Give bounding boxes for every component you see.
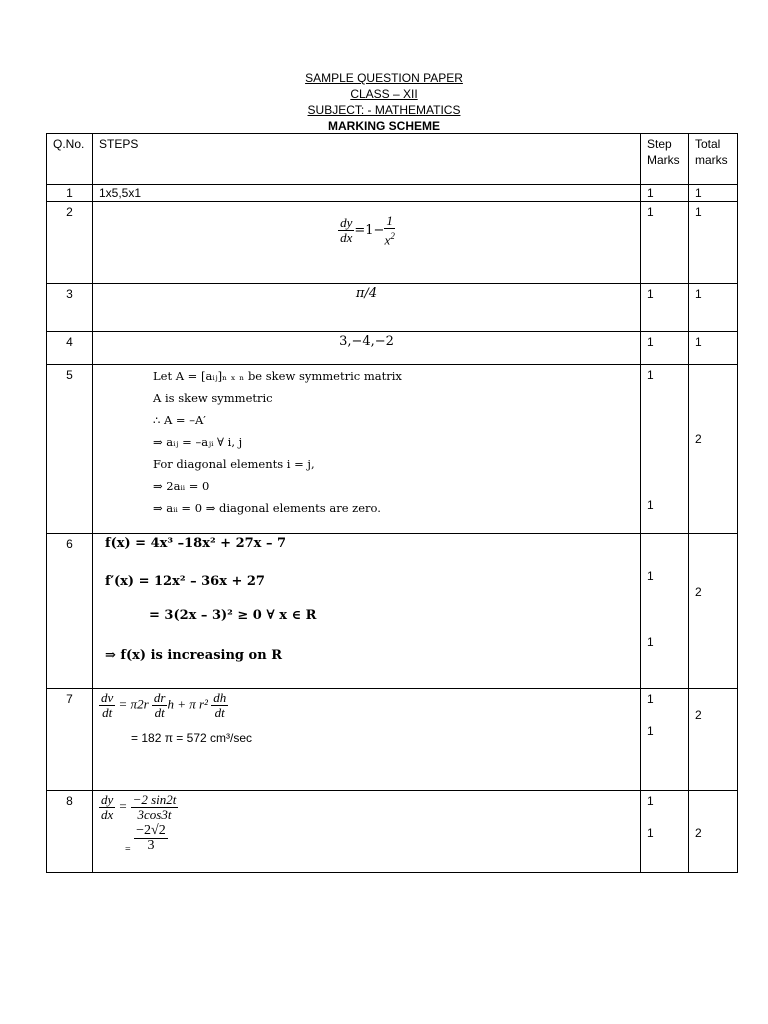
step-5-line-6: ⇒ 2aᵢᵢ = 0	[153, 479, 210, 493]
step-5-line-5: For diagonal elements i = j,	[153, 457, 315, 471]
equals-8a: =	[118, 798, 128, 814]
step-mark-7b: 1	[647, 724, 654, 738]
step-marks-8-wrap	[647, 793, 682, 865]
equation-3: π/4	[355, 286, 378, 301]
total-mark-8: 2	[695, 826, 702, 840]
equation-2	[99, 214, 634, 247]
step-mark-7a: 1	[647, 692, 654, 706]
one-numerator: 1	[386, 213, 393, 228]
table-row	[47, 284, 738, 332]
total-marks-7	[689, 689, 738, 791]
steps-1: 1x5,5x1	[93, 185, 641, 202]
step-marks-7	[641, 689, 689, 791]
header-step-marks: Step Marks	[641, 134, 689, 185]
steps-7	[93, 689, 641, 791]
steps-6	[93, 534, 641, 689]
total-marks-2: 1	[689, 202, 738, 284]
qno-8: 8	[47, 791, 93, 873]
step-marks-3: 1	[641, 284, 689, 332]
step-5-line-1: Let A = [aᵢⱼ]ₙ ₓ ₙ be skew symmetric matrix	[153, 369, 402, 383]
total-marks-4: 1	[689, 332, 738, 365]
header-total-marks: Total marks	[689, 134, 738, 185]
step-6-line-1: f(x) = 4x³ –18x² + 27x – 7	[105, 536, 287, 551]
step-mark-6b: 1	[647, 635, 654, 649]
total-marks-3: 1	[689, 284, 738, 332]
step-marks-5	[641, 365, 689, 534]
denominator-8a: 3cos3t	[137, 807, 172, 822]
step-6-line-3: = 3(2x – 3)² ≥ 0 ∀ x ∈ R	[149, 608, 317, 623]
qno-5: 5	[47, 365, 93, 534]
dt-denominator-1: dt	[102, 705, 113, 720]
table-header-row	[47, 134, 738, 185]
table-row	[47, 534, 738, 689]
paper-title: SAMPLE QUESTION PAPER	[305, 71, 463, 85]
steps-8	[93, 791, 641, 873]
dy-numerator: dy	[340, 215, 353, 231]
step-5-line-2: A is skew symmetric	[153, 391, 273, 405]
total-marks-1: 1	[689, 185, 738, 202]
step-mark-8b: 1	[647, 826, 654, 840]
step-mark-8a: 1	[647, 794, 654, 808]
step-mark-6a: 1	[647, 569, 654, 583]
table-row	[47, 791, 738, 873]
qno-3: 3	[47, 284, 93, 332]
step-marks-7-wrap	[647, 691, 682, 781]
total-mark-7: 2	[695, 708, 702, 722]
step-mark-5a: 1	[647, 368, 654, 382]
step-mark-5b: 1	[647, 498, 654, 512]
step-marks-2: 1	[641, 202, 689, 284]
step-5-line-4: ⇒ aᵢⱼ = –aⱼᵢ ∀ i, j	[153, 435, 243, 449]
qno-4: 4	[47, 332, 93, 365]
step-5-line-7: ⇒ aᵢᵢ = 0 ⇒ diagonal elements are zero.	[153, 501, 381, 515]
step-marks-6	[641, 534, 689, 689]
x-exponent: 2	[390, 231, 395, 241]
header-steps: STEPS	[93, 134, 641, 185]
equation-7	[99, 691, 634, 720]
marking-scheme-heading: MARKING SCHEME	[327, 119, 440, 133]
dx-denominator-8: dx	[101, 807, 114, 822]
steps-4	[93, 332, 641, 365]
step-marks-6-wrap	[647, 536, 682, 681]
total-marks-5	[689, 365, 738, 534]
equals-one-minus: =1−	[354, 223, 385, 239]
equation-8b	[99, 824, 634, 858]
step-marks-4: 1	[641, 332, 689, 365]
steps-5	[93, 365, 641, 534]
result-7: = 182 π = 572 cm³/sec	[131, 731, 253, 745]
total-marks-8	[689, 791, 738, 873]
dv-numerator: dv	[101, 690, 114, 705]
h-plus-pi-r2: h + π r²	[167, 696, 208, 712]
step-marks-1: 1	[641, 185, 689, 202]
equals-8b: =	[125, 843, 131, 855]
class-line: CLASS – XII	[350, 87, 418, 101]
header-qno: Q.No.	[47, 134, 93, 185]
equals-pi-2r: = π2r	[118, 696, 149, 712]
numerator-8a: −2 sin2t	[132, 792, 177, 807]
table-row	[47, 365, 738, 534]
total-marks-6	[689, 534, 738, 689]
step-marks-5-wrap	[647, 367, 682, 527]
step-6-line-2: f′(x) = 12x² – 36x + 27	[105, 574, 265, 589]
qno-2: 2	[47, 202, 93, 284]
step-marks-8	[641, 791, 689, 873]
total-mark-5: 2	[695, 432, 702, 446]
step-5-line-3: ∴ A = –A′	[153, 413, 206, 427]
qno-1: 1	[47, 185, 93, 202]
table-row	[47, 185, 738, 202]
steps-2	[93, 202, 641, 284]
equation-8a	[99, 793, 634, 822]
qno-6: 6	[47, 534, 93, 689]
dx-denominator: dx	[340, 230, 353, 246]
dt-denominator-3: dt	[214, 705, 225, 720]
dy-numerator-8: dy	[101, 792, 114, 807]
table-row	[47, 332, 738, 365]
dh-numerator: dh	[213, 690, 227, 705]
dr-numerator: dr	[153, 690, 166, 705]
marking-scheme-table	[46, 133, 738, 873]
x-denominator: x	[384, 232, 391, 248]
table-row	[47, 689, 738, 791]
qno-7: 7	[47, 689, 93, 791]
table-row	[47, 202, 738, 284]
equation-4: 3,−4,−2	[339, 334, 394, 349]
denominator-8b: 3	[147, 838, 155, 853]
subject-line: SUBJECT: - MATHEMATICS	[307, 103, 461, 117]
numerator-8b: −2√2	[136, 823, 166, 838]
steps-3	[93, 284, 641, 332]
step-6-line-4: ⇒ f(x) is increasing on R	[105, 648, 282, 663]
dt-denominator-2: dt	[154, 705, 165, 720]
total-mark-6: 2	[695, 585, 702, 599]
